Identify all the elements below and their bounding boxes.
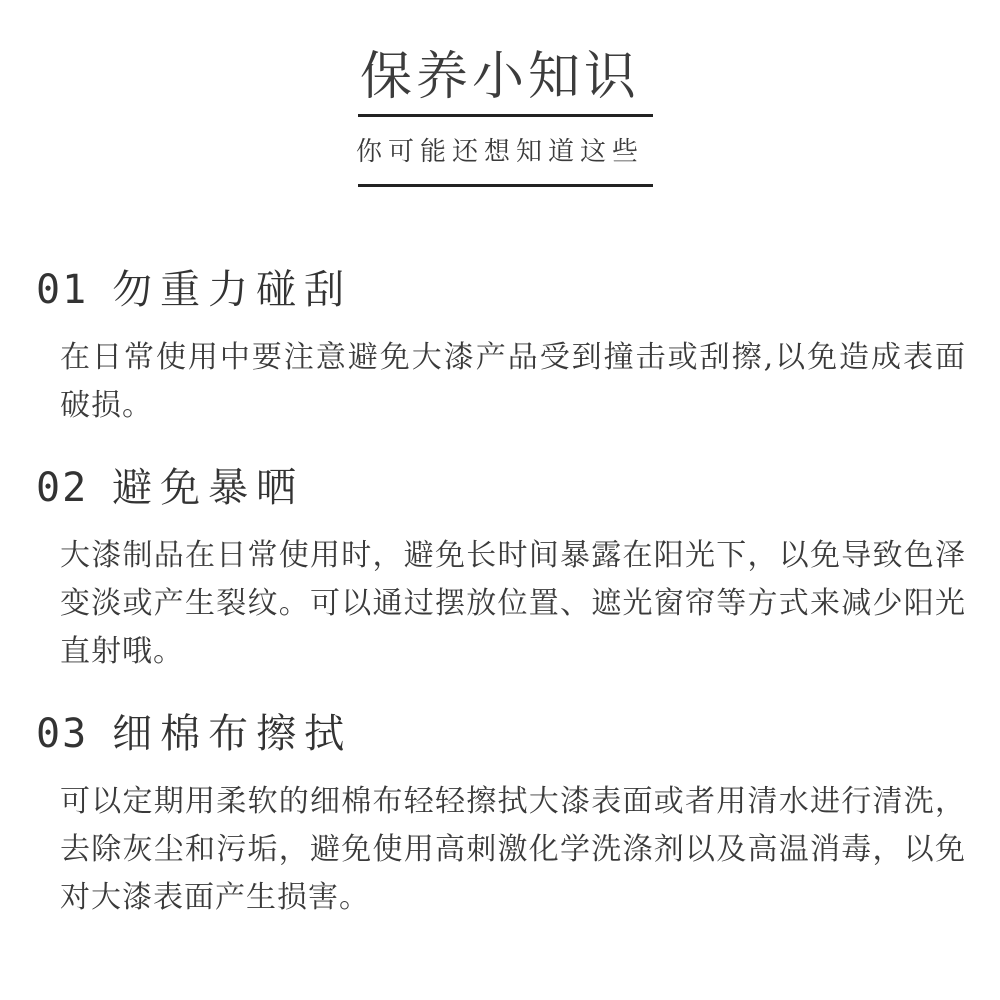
tip-heading (36, 460, 966, 516)
tip-section-2 (36, 460, 966, 676)
tip-body: 在日常使用中要注意避免大漆产品受到撞击或刮擦,以免造成表面破损。 (60, 340, 966, 423)
page-title: 保养小知识 (359, 47, 640, 107)
tip-number: 03 (36, 711, 89, 757)
tip-section-1 (36, 262, 966, 430)
tip-heading (36, 262, 966, 318)
tip-section-3 (36, 706, 966, 922)
tip-body: 大漆制品在日常使用时，避免长时间暴露在阳光下，以免导致色泽变淡或产生裂纹。可以通过摆放位置、遮光窗帘等方式来减少阳光直射哦。 (60, 538, 966, 669)
title-divider-bottom (358, 184, 653, 187)
tip-title: 避免暴晒 (112, 465, 305, 511)
tip-heading (36, 706, 966, 762)
tip-title: 细棉布擦拭 (112, 711, 353, 757)
title-divider-top (358, 114, 653, 117)
tip-body: 可以定期用柔软的细棉布轻轻擦拭大漆表面或者用清水进行清洗，去除灰尘和污垢，避免使用高刺激化学洗涤剂以及高温消毒，以免对大漆表面产生损害。 (60, 784, 966, 915)
tip-title: 勿重力碰刮 (112, 267, 353, 313)
page-subtitle: 你可能还想知道这些 (355, 137, 644, 167)
tip-number: 02 (36, 465, 89, 511)
tip-number: 01 (36, 267, 89, 313)
